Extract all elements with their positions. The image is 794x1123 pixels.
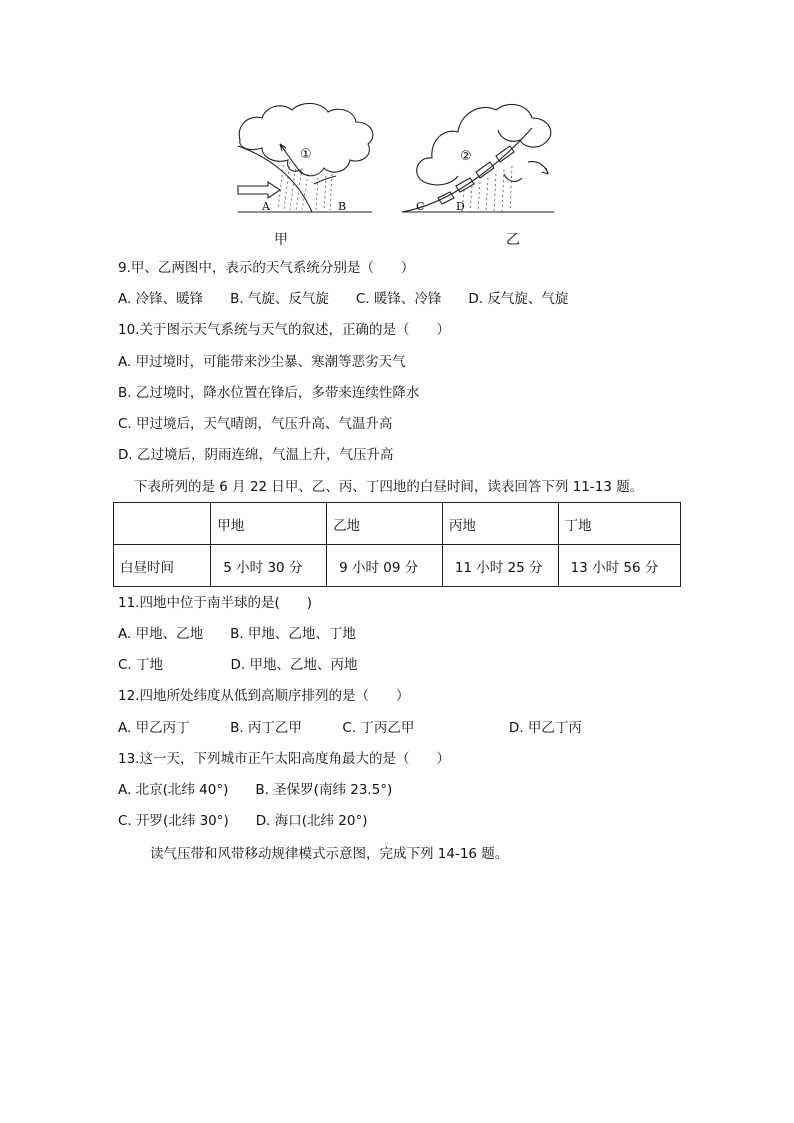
q11-options-cd: C. 丁地 D. 甲地、乙地、丙地 [118,657,358,673]
circle-1-label: ① [300,147,312,162]
q10-stem: 10.关于图示天气系统与天气的叙述，正确的是（ ） [118,322,450,338]
diagram-jia [232,100,378,218]
table-cell: 13 小时 56 分 [558,545,680,587]
table-header-cell: 丁地 [558,503,680,545]
q11-options-ab: A. 甲地、乙地 B. 甲地、乙地、丁地 [118,626,356,642]
cloud-outline [417,104,551,182]
q9-stem: 9.甲、乙两图中，表示的天气系统分别是（ ） [118,260,415,276]
table-intro: 下表所列的是 6 月 22 日甲、乙、丙、丁四地的白昼时间，读表回答下列 11-13 题。 [134,479,644,495]
table-cell: 5 小时 30 分 [211,545,327,587]
q13-options-cd: C. 开罗(北纬 30°) D. 海口(北纬 20°) [118,813,368,829]
table-cell: 11 小时 25 分 [442,545,558,587]
q12-stem: 12.四地所处纬度从低到高顺序排列的是（ ） [118,688,410,704]
q9-options: A. 冷锋、暖锋 B. 气旋、反气旋 C. 暖锋、冷锋 D. 反气旋、气旋 [118,291,569,307]
q11-stem: 11.四地中位于南半球的是( ) [118,595,313,611]
daylight-table [113,502,681,587]
label-d: D [456,200,465,213]
table-row [114,545,681,587]
q10-option-d: D. 乙过境后，阴雨连绵，气温上升，气压升高 [118,447,394,463]
circle-2-label: ② [460,149,472,164]
table-header-row [114,503,681,545]
q10-option-b: B. 乙过境时，降水位置在锋后，多带来连续性降水 [118,385,420,401]
cloud-outline [239,103,373,175]
label-c: C [416,200,425,213]
q10-option-a: A. 甲过境时，可能带来沙尘暴、寒潮等恶劣天气 [118,354,406,370]
table-header-cell: 甲地 [211,503,327,545]
label-b: B [338,200,347,213]
table-header-cell: 丙地 [442,503,558,545]
table-header-cell [114,503,211,545]
table-cell: 9 小时 09 分 [327,545,443,587]
q12-options: A. 甲乙丙丁 B. 丙丁乙甲 C. 丁丙乙甲 D. 甲乙丁丙 [118,720,582,736]
table-header-cell: 乙地 [327,503,443,545]
label-a: A [262,200,270,213]
diagram-yi [398,100,558,218]
cold-air-arrow [238,182,280,198]
intro-14-16: 读气压带和风带移动规律模式示意图，完成下列 14-16 题。 [150,846,509,862]
caption-jia: 甲 [274,232,288,248]
q13-stem: 13.这一天，下列城市正午太阳高度角最大的是（ ） [118,751,450,767]
q13-options-ab: A. 北京(北纬 40°) B. 圣保罗(南纬 23.5°) [118,782,393,798]
q10-option-c: C. 甲过境后，天气晴朗，气压升高、气温升高 [118,416,393,432]
table-cell: 白昼时间 [114,545,211,587]
caption-yi: 乙 [506,232,520,248]
